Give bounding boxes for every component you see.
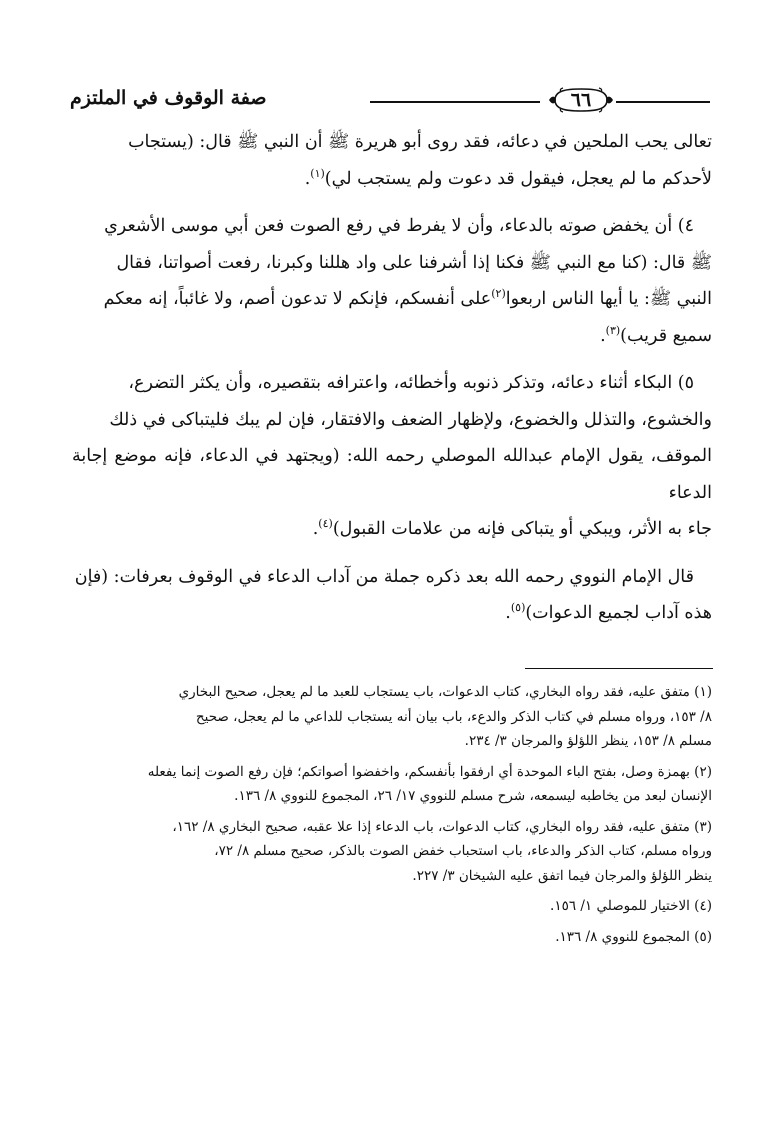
footnotes <box>80 680 712 955</box>
text-segment: النبي ﷺ: يا أيها الناس اربعوا <box>505 289 712 309</box>
header-rule-right <box>616 101 710 103</box>
text-segment: جاء به الأثر، ويبكي أو يتباكى فإنه من علامات القبول) <box>332 519 712 539</box>
page-number-badge <box>547 86 615 114</box>
footnote-line: الإنسان لبعد من يخاطبه ليسمعه، شرح مسلم للنووي ١٧/ ٢٦، المجموع للنووي ٨/ ١٣٦. <box>234 788 712 804</box>
footnote-ref[interactable]: (٣) <box>605 323 621 337</box>
text-line: لأحدكم ما لم يعجل، فيقول قد دعوت ولم يستجب لي)$^{(١)}$. <box>304 166 712 189</box>
main-text <box>72 124 712 632</box>
footnote-line: (٣) متفق عليه، فقد رواه البخاري، كتاب الدعوات، باب الدعاء إذا علا عقبه، صحيح البخاري ٨/ ١٦٢، <box>172 818 712 835</box>
running-title: صفة الوقوف في الملتزم <box>70 87 267 109</box>
text-line: ﷺ قال: (كنا مع النبي ﷺ فكنا إذا أشرفنا على واد هللنا وكبرنا، رفعت أصواتنا، فقال <box>116 252 712 273</box>
footnote-line: ورواه مسلم، كتاب الذكر والدعاء، باب استحباب خفض الصوت بالذكر، صحيح مسلم ٨/ ٧٢، <box>214 843 712 859</box>
header-rule-left <box>370 101 540 103</box>
running-header <box>70 84 710 118</box>
text-line: والخشوع، والتذلل والخضوع، ولإظهار الضعف والافتقار، فإن لم يبك فليتباكى في ذلك <box>109 409 712 430</box>
page-number: ٦٦ <box>570 89 592 111</box>
footnote-line: ينظر اللؤلؤ والمرجان فيما اتفق عليه الشيخان ٣/ ٢٢٧. <box>412 867 712 884</box>
text-line: تعالى يحب الملحين في دعائه، فقد روى أبو هريرة ﷺ أن النبي ﷺ قال: (يستجاب <box>128 132 712 152</box>
footnote-3 <box>80 815 712 889</box>
text-segment: لأحدكم ما لم يعجل، فيقول قد دعوت ولم يستجب لي) <box>324 168 712 189</box>
footnote-4: (٤) الاختيار للموصلي ١/ ١٥٦. <box>550 898 712 914</box>
text-segment: على أنفسكم، فإنكم لا تدعون أصم، ولا غائباً، إنه معكم <box>103 289 492 309</box>
footnote-line: مسلم ٨/ ١٥٣، ينظر اللؤلؤ والمرجان ٣/ ٢٣٤. <box>464 733 712 749</box>
footnote-line: ٨/ ١٥٣، ورواه مسلم في كتاب الذكر والدعء، باب بيان أنه يستجاب للداعي ما لم يعجل، صحيح <box>195 708 712 725</box>
text-segment: هذه آداب لجميع الدعوات) <box>525 603 712 623</box>
text-segment: سميع قريب) <box>620 325 712 346</box>
text-line: سميع قريب)$^{(٣)}$. <box>600 323 712 346</box>
text-line: جاء به الأثر، ويبكي أو يتباكى فإنه من علامات القبول)$^{(٤)}$. <box>312 517 712 539</box>
footnote-5: (٥) المجموع للنووي ٨/ ١٣٦. <box>555 928 712 945</box>
footnote-line: (١) متفق عليه، فقد رواه البخاري، كتاب الدعوات، باب يستجاب للعبد ما لم يعجل، صحيح البخاري <box>178 684 712 700</box>
footnote-separator <box>525 668 713 669</box>
footnote-ref[interactable]: (٥) <box>510 601 526 615</box>
text-line: ٤) أن يخفض صوته بالدعاء، وأن لا يفرط في رفع الصوت فعن أبي موسى الأشعري <box>104 216 694 236</box>
text-line: ٥) البكاء أثناء دعائه، وتذكر ذنوبه وأخطائه، واعترافه بتقصيره، وأن يكثر التضرع، <box>128 373 694 393</box>
footnote-ref[interactable]: (١) <box>310 166 325 180</box>
text-line <box>72 281 712 318</box>
footnote-ref[interactable]: (٤) <box>318 517 333 531</box>
footnote-2 <box>80 760 712 809</box>
text-line: الموقف، يقول الإمام عبدالله الموصلي رحمه الله: (ويجتهد في الدعاء، فإنه موضع إجابة الدعاء <box>72 446 712 503</box>
footnote-ref[interactable]: (٢) <box>491 287 506 301</box>
text-line: هذه آداب لجميع الدعوات)$^{(٥)}$. <box>505 601 712 623</box>
text-line: قال الإمام النووي رحمه الله بعد ذكره جملة من آداب الدعاء في الوقوف بعرفات: (فإن <box>74 566 694 587</box>
footnote-line: (٢) بهمزة وصل، بفتح الباء الموحدة أي ارفقوا بأنفسكم، واخفضوا أصواتكم؛ فإن رفع الصوت إنما يفعله <box>147 763 712 780</box>
footnote-1 <box>80 680 712 754</box>
